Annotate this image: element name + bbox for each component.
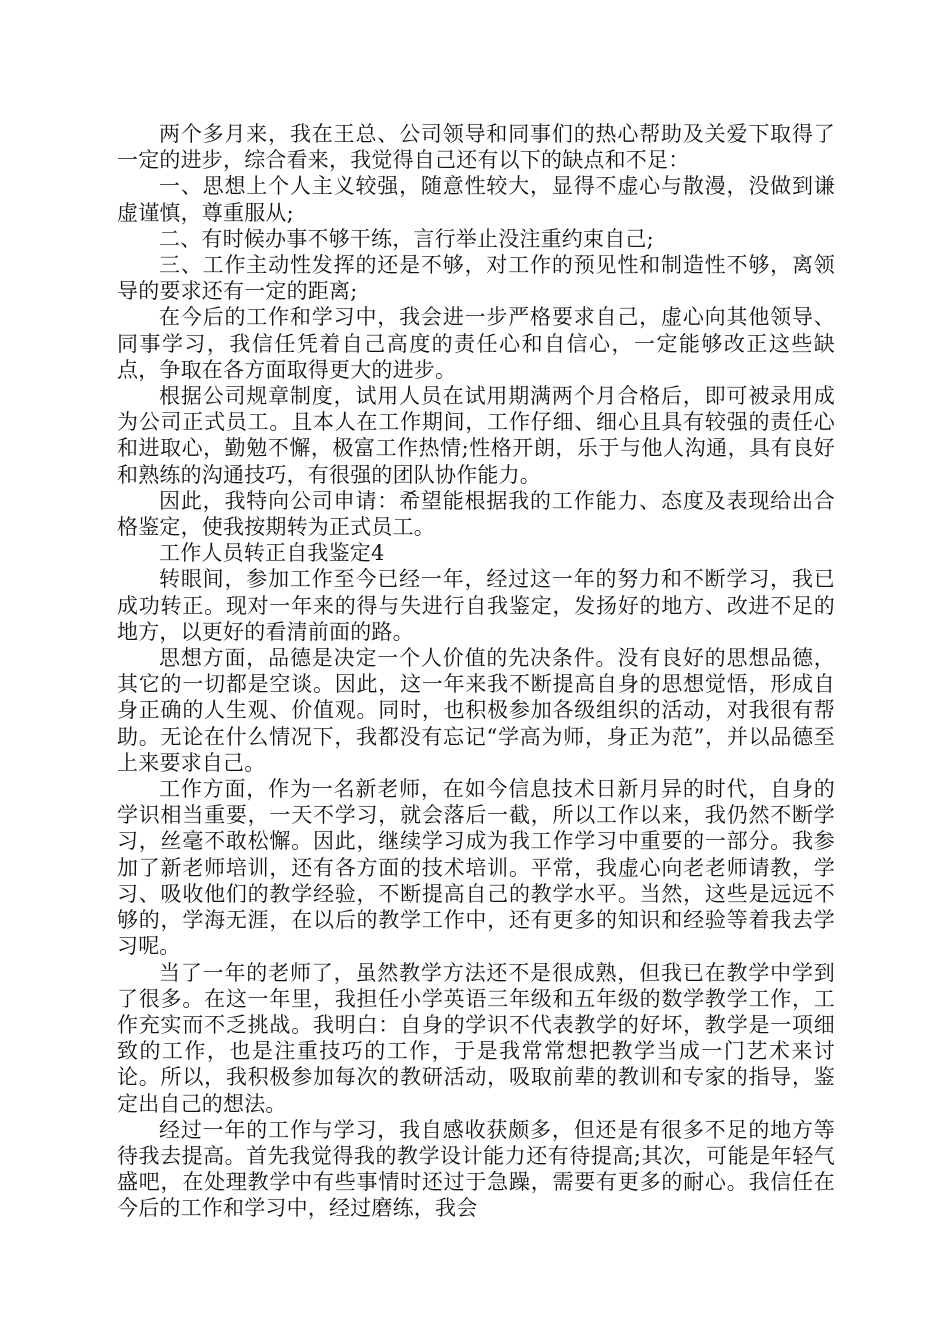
paragraph-10: 工作方面，作为一名新老师，在如今信息技术日新月异的时代，自身的学识相当重要，一天不学习，就会落后一截，所以工作以来，我仍然不断学习，丝毫不敢松懈。因此，继续学习成为我工作学习中重要的一部分。我参加了新老师培训，还有各方面的技术培训。平常，我虚心向老老师请教，学习、吸收他们的教学经验，不断提高自己的教学水平。当然，这些是远远不够的，学海无涯，在以后的教学工作中，还有更多的知识和经验等着我去学习呢。 (117, 777, 835, 959)
paragraph-5: 在今后的工作和学习中，我会进一步严格要求自己，虚心向其他领导、同事学习，我信任凭着自己高度的责任心和自信心，一定能够改正这些缺点，争取在各方面取得更大的进步。 (117, 305, 835, 382)
paragraph-2: 一、思想上个人主义较强，随意性较大，显得不虚心与散漫，没做到谦虚谨慎，尊重服从; (117, 174, 835, 225)
paragraph-12: 经过一年的工作与学习，我自感收获颇多，但还是有很多不足的地方等待我去提高。首先我觉得我的教学设计能力还有待提高;其次，可能是年轻气盛吧，在处理教学中有些事情时还过于急躁，需要有更多的耐心。我信任在今后的工作和学习中，经过磨练，我会 (117, 1117, 835, 1221)
document-body (117, 121, 835, 1222)
paragraph-6: 根据公司规章制度，试用人员在试用期满两个月合格后，即可被录用成为公司正式员工。且本人在工作期间，工作仔细、细心且具有较强的责任心和进取心，勤勉不懈，极富工作热情;性格开朗，乐于与他人沟通，具有良好和熟练的沟通技巧，有很强的团队协作能力。 (117, 384, 835, 487)
paragraph-4: 三、工作主动性发挥的还是不够，对工作的预见性和制造性不够，离领导的要求还有一定的距离; (117, 253, 835, 304)
paragraph-11: 当了一年的老师了，虽然教学方法还不是很成熟，但我已在教学中学到了很多。在这一年里，我担任小学英语三年级和五年级的数学教学工作，工作充实而不乏挑战。我明白：自身的学识不代表教学的好坏，教学是一项细致的工作，也是注重技巧的工作，于是我常常想把教学当成一门艺术来讨论。所以，我积极参加每次的教研活动，吸取前辈的教训和专家的指导，鉴定出自己的想法。 (117, 960, 835, 1116)
paragraph-9: 思想方面，品德是决定一个人价值的先决条件。没有良好的思想品德，其它的一切都是空谈。因此，这一年来我不断提高自身的思想觉悟，形成自身正确的人生观、价值观。同时，也积极参加各级组织的活动，对我很有帮助。无论在什么情况下，我都没有忘记“学高为师，身正为范”，并以品德至上来要求自己。 (117, 646, 835, 775)
paragraph-7: 因此，我特向公司申请：希望能根据我的工作能力、态度及表现给出合格鉴定，使我按期转为正式员工。 (117, 488, 835, 540)
section-heading: 工作人员转正自我鉴定4 (159, 541, 385, 566)
paragraph-3: 二、有时候办事不够干练，言行举止没注重约束自己; (159, 226, 654, 251)
paragraph-1: 两个多月来，我在王总、公司领导和同事们的热心帮助及关爱下取得了一定的进步，综合看来，我觉得自己还有以下的缺点和不足： (117, 122, 835, 173)
paragraph-8: 转眼间，参加工作至今已经一年，经过这一年的努力和不断学习，我已成功转正。现对一年来的得与失进行自我鉴定，发扬好的地方、改进不足的地方，以更好的看清前面的路。 (117, 567, 835, 644)
